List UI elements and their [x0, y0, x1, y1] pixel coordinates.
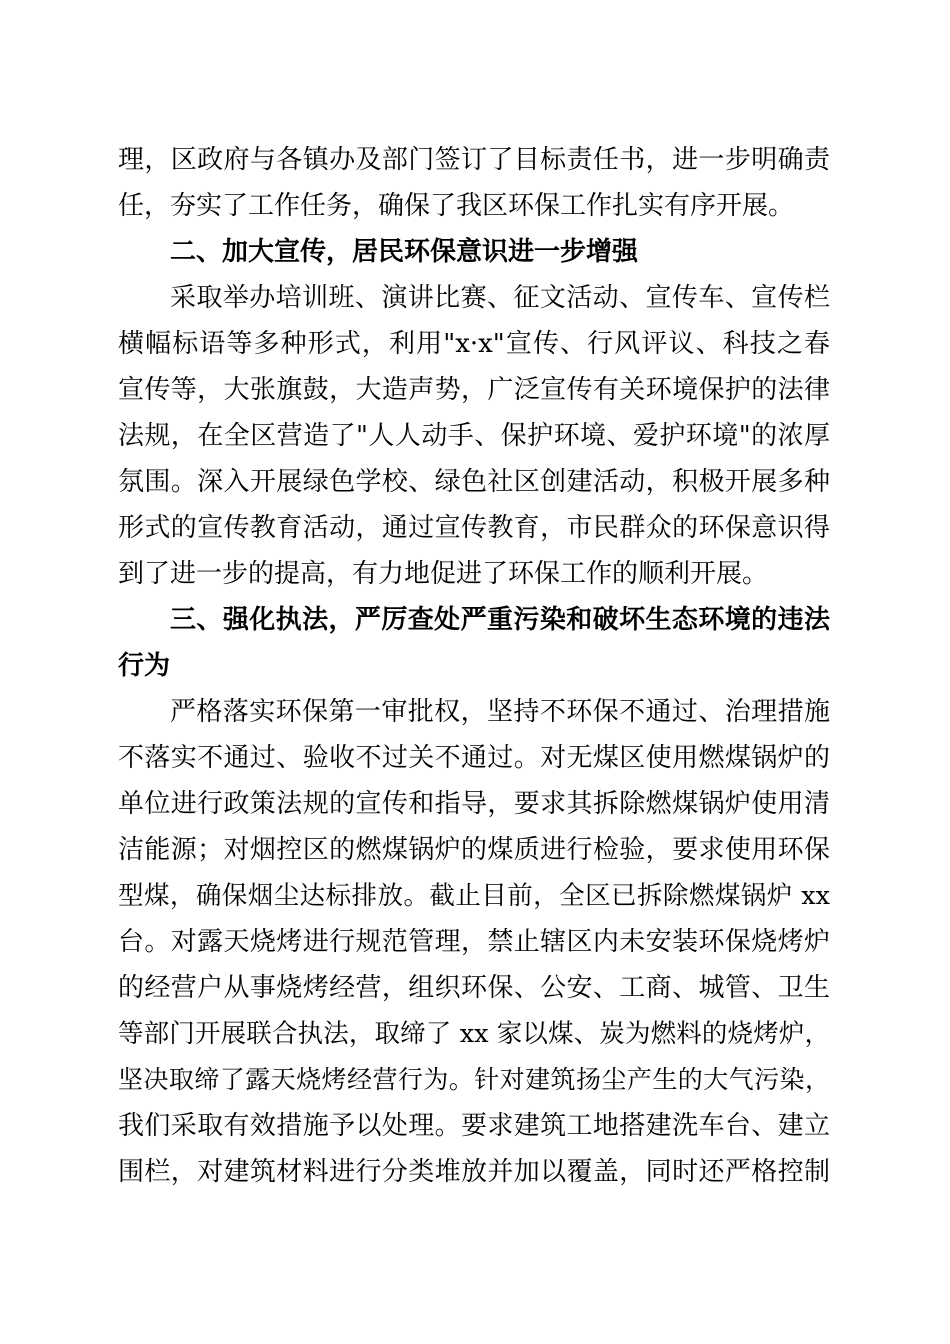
- section-heading: 二、加大宣传，居民环保意识进一步增强: [170, 237, 639, 267]
- paragraph-line: 围栏，对建筑材料进行分类堆放并加以覆盖，同时还严格控制: [118, 1157, 830, 1187]
- paragraph-line: 台。对露天烧烤进行规范管理，禁止辖区内未安装环保烧烤炉: [118, 927, 830, 957]
- paragraph-line: 等部门开展联合执法，取缔了 xx 家以煤、炭为燃料的烧烤炉，: [118, 1019, 830, 1049]
- paragraph-line: 任，夯实了工作任务，确保了我区环保工作扎实有序开展。: [118, 191, 795, 221]
- paragraph-line: 横幅标语等多种形式，利用"x·x"宣传、行风评议、科技之春: [118, 329, 830, 359]
- paragraph-line: 理，区政府与各镇办及部门签订了目标责任书，进一步明确责: [118, 145, 830, 175]
- paragraph-line: 坚决取缔了露天烧烤经营行为。针对建筑扬尘产生的大气污染，: [118, 1065, 830, 1094]
- section-heading: 行为: [118, 651, 171, 681]
- paragraph-line: 法规，在全区营造了"人人动手、保护环境、爱护环境"的浓厚: [118, 421, 830, 451]
- paragraph-line: 的经营户从事烧烤经营，组织环保、公安、工商、城管、卫生: [118, 973, 830, 1003]
- paragraph-line: 不落实不通过、验收不过关不通过。对无煤区使用燃煤锅炉的: [118, 743, 830, 773]
- paragraph-line: 到了进一步的提高，有力地促进了环保工作的顺利开展。: [118, 559, 769, 589]
- paragraph-line: 型煤，确保烟尘达标排放。截止目前，全区已拆除燃煤锅炉 xx: [118, 881, 830, 911]
- paragraph-line: 我们采取有效措施予以处理。要求建筑工地搭建洗车台、建立: [118, 1111, 830, 1141]
- paragraph-line: 严格落实环保第一审批权，坚持不环保不通过、治理措施: [170, 697, 830, 727]
- paragraph-line: 宣传等，大张旗鼓，大造声势，广泛宣传有关环境保护的法律: [118, 375, 830, 405]
- section-heading: 三、强化执法，严厉查处严重污染和破坏生态环境的违法: [170, 605, 830, 635]
- paragraph-line: 单位进行政策法规的宣传和指导，要求其拆除燃煤锅炉使用清: [118, 789, 830, 819]
- paragraph-line: 形式的宣传教育活动，通过宣传教育，市民群众的环保意识得: [118, 513, 830, 543]
- paragraph-line: 氛围。深入开展绿色学校、绿色社区创建活动，积极开展多种: [118, 467, 830, 497]
- paragraph-line: 采取举办培训班、演讲比赛、征文活动、宣传车、宣传栏: [170, 283, 830, 313]
- paragraph-line: 洁能源；对烟控区的燃煤锅炉的煤质进行检验，要求使用环保: [118, 835, 830, 865]
